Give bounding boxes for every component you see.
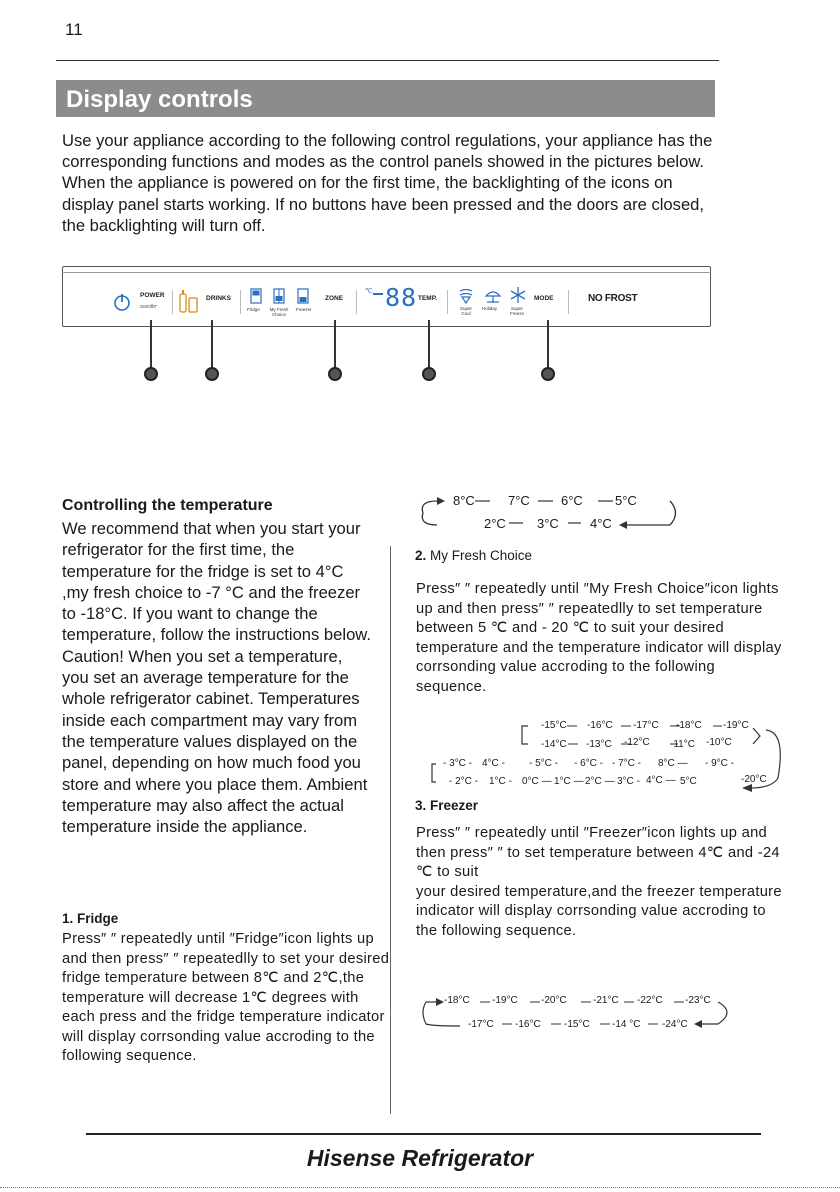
- freezer-row2-2: -15°C: [564, 1019, 590, 1030]
- mfc-row3-5: 8°C —: [658, 758, 688, 769]
- mfc-row3-3: - 6°C -: [574, 758, 604, 769]
- mfc-row4-1: 1°C -: [489, 776, 512, 787]
- section-title: Display controls: [66, 86, 253, 113]
- mfc-row1-2: -17°C: [633, 720, 659, 731]
- mfc-heading: [415, 548, 532, 563]
- mfc-row4-4: 2°C —: [585, 776, 615, 787]
- super-cool-icon: [457, 287, 475, 304]
- mfc-row4-8: -20°C: [741, 774, 767, 785]
- mfc-row2-2: -12°C: [624, 737, 650, 748]
- freezer-instructions: [416, 824, 786, 941]
- mfc-row4-7: 5°C: [680, 776, 697, 787]
- callout-stem-temp: [428, 320, 430, 368]
- mfc-row1-1: -16°C: [587, 720, 613, 731]
- zone-label: ZONE: [325, 295, 344, 302]
- temp-label: TEMP.: [418, 295, 438, 302]
- mfc-heading-number: 2.: [415, 548, 427, 563]
- mfc-row4-0: - 2°C -: [449, 776, 479, 787]
- drinks-label: DRINKS: [206, 295, 231, 302]
- mfc-row1-4: -19°C: [723, 720, 749, 731]
- fridge-seq-8: 8°C: [453, 493, 475, 508]
- mfc-row4-2: 0°C —: [522, 776, 552, 787]
- mfc-row1-0: -15°C: [541, 720, 567, 731]
- mfc-row2-4: -10°C: [706, 737, 732, 748]
- mfc-row3-4: - 7°C -: [612, 758, 642, 769]
- zone-mfc-label: My Fresh Choice: [269, 307, 289, 317]
- mode-label: MODE: [534, 295, 554, 302]
- callout-stem-drinks: [211, 320, 213, 368]
- holiday-icon: [484, 287, 502, 304]
- freezer-row1-4: -22°C: [637, 995, 663, 1006]
- super-freeze-label: Super Freeze: [509, 306, 524, 316]
- freezer-row1-5: -23°C: [685, 995, 711, 1006]
- mfc-row1-3: -18°C: [676, 720, 702, 731]
- freezer-row2-1: -16°C: [515, 1019, 541, 1030]
- bottom-rule: [86, 1133, 761, 1135]
- mfc-row2-1: -13°C: [586, 739, 612, 750]
- zone-button-callout: [328, 367, 342, 381]
- mfc-heading-text: My Fresh Choice: [430, 548, 533, 563]
- fridge-seq-5: 5°C: [615, 493, 637, 508]
- freezer-row2-0: -17°C: [468, 1019, 494, 1030]
- fridge-seq-3: 3°C: [537, 516, 559, 531]
- my-fresh-choice-zone-icon: [273, 288, 285, 304]
- freezer-row1-3: -21°C: [593, 995, 619, 1006]
- drinks-icon: [178, 288, 200, 314]
- power-label: POWER: [140, 292, 165, 299]
- super-freeze-icon: [509, 286, 527, 304]
- freezer-instructions-part2: your desired temperature,and the freezer temperature indicator will display corrsonding value accroding to the following sequence.: [416, 883, 782, 939]
- freezer-row2-4: -24°C: [662, 1019, 688, 1030]
- fridge-seq-2: 2°C: [484, 516, 506, 531]
- freezer-heading: 3. Freezer: [415, 798, 479, 813]
- power-sub-label: On/Off3": [140, 304, 158, 309]
- controlling-heading: Controlling the temperature: [62, 497, 273, 514]
- fridge-instructions: Press″ ″ repeatedly until ″Fridge″icon lights up and then press″ ″ repeatedlly to set your desired fridge temperature between 8℃ and 2℃,the temperature will decrease 1℃ degrees with each press and the fridge temperature indicator will display corrsonding value accroding to the following sequence.: [62, 931, 390, 1064]
- freezer-row1-0: -18°C: [444, 995, 470, 1006]
- page-edge-dotted: [0, 1187, 840, 1188]
- holiday-label: Holiday: [482, 306, 498, 311]
- zone-fridge-label: Fridge: [247, 307, 260, 312]
- temp-button-callout: [422, 367, 436, 381]
- mfc-row4-5: 3°C -: [617, 776, 640, 787]
- mfc-row3-2: - 5°C -: [529, 758, 559, 769]
- minus-segment: [372, 290, 384, 298]
- callout-stem-zone: [334, 320, 336, 368]
- mfc-row4-6: 4°C —: [646, 775, 676, 786]
- power-icon: [112, 293, 132, 313]
- temp-display-digits: 88: [385, 283, 418, 312]
- mode-button-callout: [541, 367, 555, 381]
- fridge-seq-6: 6°C: [561, 493, 583, 508]
- callout-stem-power: [150, 320, 152, 368]
- drinks-button-callout: [205, 367, 219, 381]
- temp-unit: ℃: [365, 288, 373, 295]
- freezer-instructions-part1: Press″ ″ repeatedly until ″Freezer″icon lights up and then press″ ″ to set temperature between 4℃ and -24 ℃ to suit: [416, 825, 780, 880]
- mfc-row4-3: 1°C —: [554, 776, 584, 787]
- mfc-instructions: Press″ ″ repeatedly until ″My Fresh Choice″icon lights up and then press″ ″ repeatedlly to set temperature between 5 ℃ and - 20 ℃ to suit your desired temperature and the temperature indicator will display corrsonding value accroding to the following sequence.: [416, 581, 782, 695]
- column-divider: [390, 546, 391, 1114]
- mfc-row3-1: 4°C -: [482, 758, 505, 769]
- freezer-zone-icon: [297, 288, 309, 304]
- controlling-body: We recommend that when you start your refrigerator for the first time, the temperature for the fridge is set to 4°C ,my fresh choice to -7 °C and the freezer to -18°C. If you want to change the temperature, follow the instructions below. Caution! When you set a temperature, you set an average temperature for the whole refrigerator cabinet. Temperatures inside each compartment may vary from the temperature values displayed on the panel, depending on how much food you store and where you place them. Ambient temperature may also affect the actual temperature inside the appliance.: [62, 519, 371, 837]
- top-rule: [56, 60, 719, 61]
- mfc-row2-3: -11°C: [670, 739, 695, 750]
- page-number: 11: [65, 20, 83, 39]
- fridge-seq-7: 7°C: [508, 493, 530, 508]
- super-cool-label: Super Cool: [459, 306, 472, 316]
- fridge-zone-icon: [250, 288, 262, 304]
- control-panel-top-edge: [62, 266, 711, 273]
- freezer-row1-1: -19°C: [492, 995, 518, 1006]
- fridge-heading: 1. Fridge: [62, 911, 119, 926]
- freezer-row1-2: -20°C: [541, 995, 567, 1006]
- zone-freezer-label: Freezer: [296, 307, 312, 312]
- mfc-row3-6: - 9°C -: [705, 758, 735, 769]
- no-frost-logo: NO FROST: [588, 293, 638, 304]
- mfc-row3-0: - 3°C -: [443, 758, 473, 769]
- power-button-callout: [144, 367, 158, 381]
- callout-stem-mode: [547, 320, 549, 368]
- mfc-row2-0: -14°C: [541, 739, 567, 750]
- fridge-seq-4: 4°C: [590, 516, 612, 531]
- brand-footer: Hisense Refrigerator: [306, 1145, 534, 1171]
- intro-paragraph: Use your appliance according to the following control regulations, your appliance has the corresponding functions and modes as the control panels showed in the pictures below. When the appliance is powered on for the first time, the backlighting of the icons on display panel starts working. If no buttons have been pressed and the doors are closed, the backlighting will turn off.: [62, 131, 713, 235]
- freezer-row2-3: -14 °C: [612, 1019, 641, 1030]
